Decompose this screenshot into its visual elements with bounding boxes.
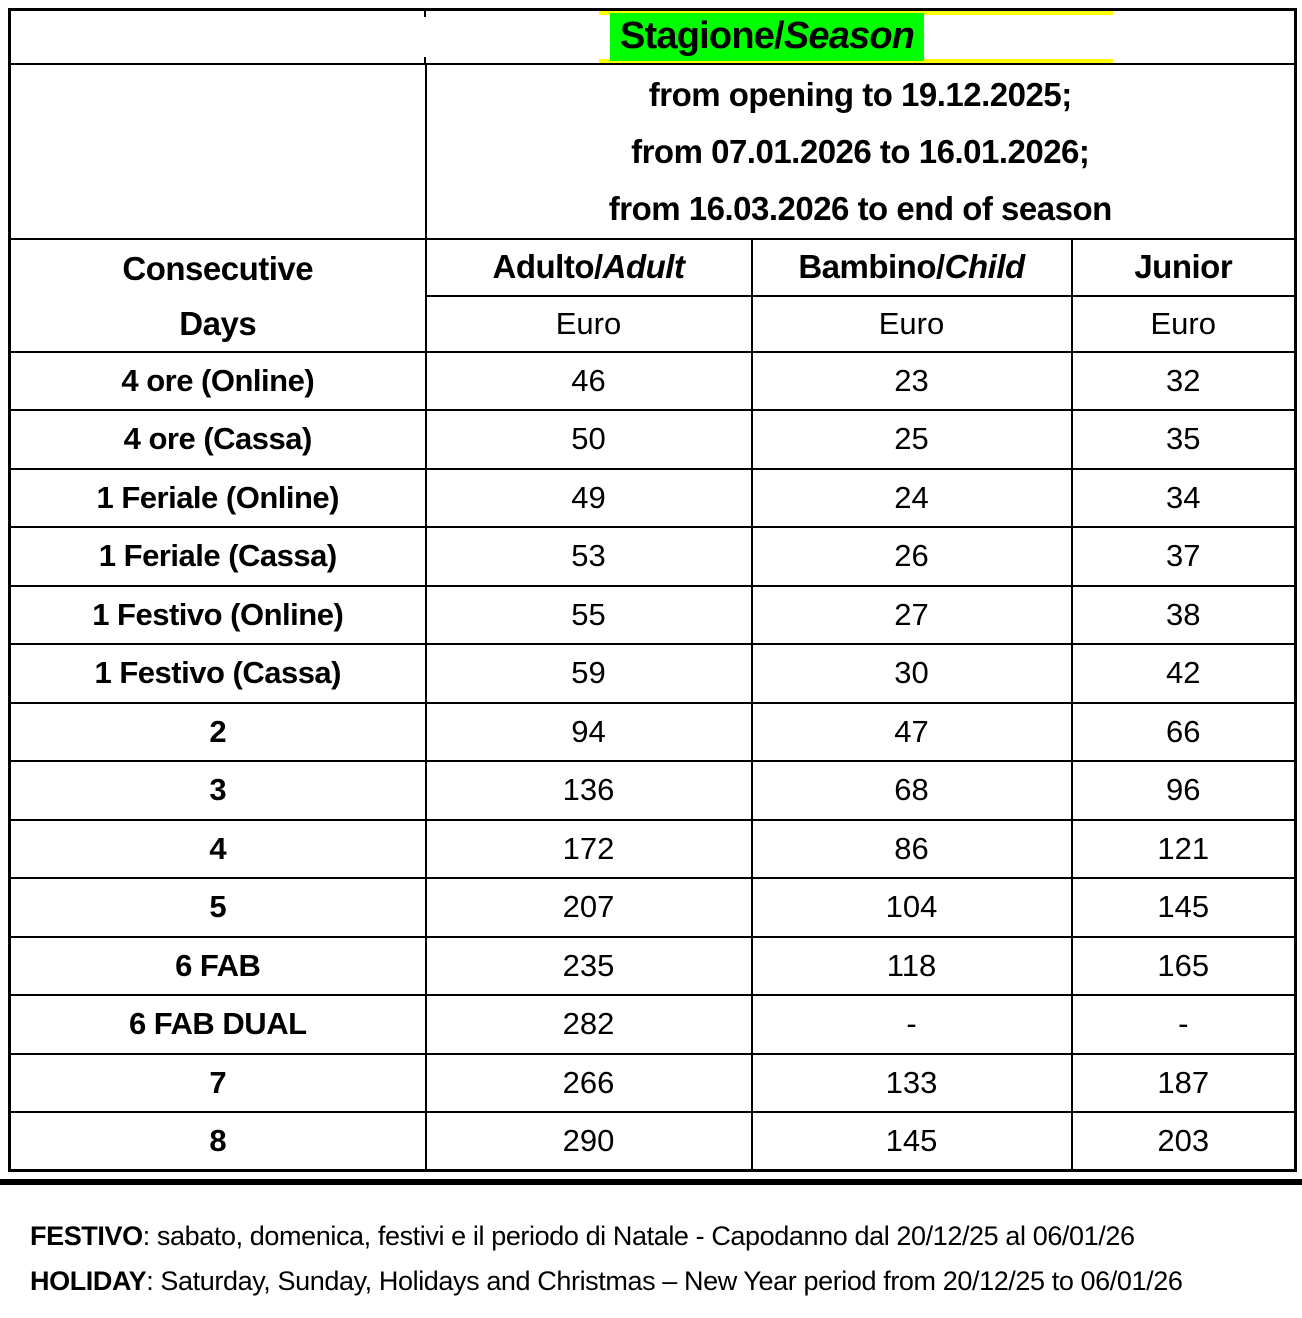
- junior-price-cell: 32: [1072, 352, 1296, 411]
- row-label-cell: 6 FAB: [10, 937, 426, 996]
- table-row: [10, 527, 1296, 586]
- adult-header-english: Adult: [602, 248, 685, 285]
- child-price-cell: 86: [752, 820, 1072, 879]
- days-header-line1: Consecutive: [122, 249, 314, 287]
- days-header-line2: Days: [179, 304, 257, 342]
- child-header-english: Child: [944, 248, 1025, 285]
- junior-price-cell: 38: [1072, 586, 1296, 645]
- child-column-header: [752, 239, 1072, 296]
- junior-price-cell: 203: [1072, 1112, 1296, 1171]
- child-price-cell: -: [752, 995, 1072, 1054]
- holiday-note-term: HOLIDAY: [30, 1266, 147, 1296]
- row-label-cell: 5: [10, 878, 426, 937]
- table-row: [10, 1112, 1296, 1171]
- adult-price-cell: 50: [426, 410, 752, 469]
- page-title: [610, 13, 924, 61]
- junior-price-cell: 35: [1072, 410, 1296, 469]
- child-price-cell: 118: [752, 937, 1072, 996]
- adult-price-cell: 53: [426, 527, 752, 586]
- table-row: [10, 937, 1296, 996]
- junior-price-cell: 37: [1072, 527, 1296, 586]
- season-period-line: from 07.01.2026 to 16.01.2026;: [631, 132, 1090, 170]
- season-period-line: from opening to 19.12.2025;: [648, 75, 1072, 113]
- adult-price-cell: 136: [426, 761, 752, 820]
- child-price-cell: 25: [752, 410, 1072, 469]
- row-label-cell: 7: [10, 1054, 426, 1113]
- title-cell: [10, 10, 1296, 64]
- column-header-row: [10, 239, 1296, 296]
- holiday-note-text: : Saturday, Sunday, Holidays and Christmas – New Year period from 20/12/25 to 06/01/26: [146, 1266, 1183, 1296]
- adult-price-cell: 172: [426, 820, 752, 879]
- child-price-cell: 26: [752, 527, 1072, 586]
- adult-unit-cell: Euro: [426, 296, 752, 352]
- table-row: [10, 761, 1296, 820]
- junior-price-cell: 165: [1072, 937, 1296, 996]
- adult-price-cell: 55: [426, 586, 752, 645]
- table-row: [10, 878, 1296, 937]
- row-label-cell: 1 Festivo (Online): [10, 586, 426, 645]
- junior-unit-cell: Euro: [1072, 296, 1296, 352]
- child-price-cell: 145: [752, 1112, 1072, 1171]
- adult-price-cell: 282: [426, 995, 752, 1054]
- row-label-cell: 4 ore (Cassa): [10, 410, 426, 469]
- row-label-cell: 6 FAB DUAL: [10, 995, 426, 1054]
- season-period-cell: [426, 64, 1296, 239]
- adult-price-cell: 266: [426, 1054, 752, 1113]
- table-row: [10, 995, 1296, 1054]
- season-period-row: [10, 64, 1296, 239]
- junior-price-cell: 66: [1072, 703, 1296, 762]
- adult-column-header: [426, 239, 752, 296]
- junior-price-cell: 145: [1072, 878, 1296, 937]
- merged-cell-tick-top: [424, 11, 426, 17]
- row-label-cell: 4 ore (Online): [10, 352, 426, 411]
- junior-price-cell: 96: [1072, 761, 1296, 820]
- adult-price-cell: 94: [426, 703, 752, 762]
- table-row: [10, 352, 1296, 411]
- child-price-cell: 47: [752, 703, 1072, 762]
- table-row: [10, 469, 1296, 528]
- table-row: [10, 703, 1296, 762]
- table-row: [10, 586, 1296, 645]
- table-row: [10, 410, 1296, 469]
- table-row: [10, 820, 1296, 879]
- adult-price-cell: 46: [426, 352, 752, 411]
- child-price-cell: 68: [752, 761, 1072, 820]
- child-unit-cell: Euro: [752, 296, 1072, 352]
- child-price-cell: 24: [752, 469, 1072, 528]
- festivo-note-term: FESTIVO: [30, 1221, 143, 1251]
- festivo-note: [30, 1214, 1290, 1259]
- empty-corner-cell: [10, 64, 426, 239]
- row-label-cell: 8: [10, 1112, 426, 1171]
- table-row: [10, 1054, 1296, 1113]
- adult-price-cell: 290: [426, 1112, 752, 1171]
- child-price-cell: 104: [752, 878, 1072, 937]
- title-row: [10, 10, 1296, 64]
- child-price-cell: 30: [752, 644, 1072, 703]
- junior-price-cell: 187: [1072, 1054, 1296, 1113]
- festivo-note-text: : sabato, domenica, festivi e il periodo di Natale - Capodanno dal 20/12/25 al 06/01/26: [142, 1221, 1135, 1251]
- adult-price-cell: 59: [426, 644, 752, 703]
- row-label-cell: 4: [10, 820, 426, 879]
- row-label-cell: 2: [10, 703, 426, 762]
- junior-price-cell: -: [1072, 995, 1296, 1054]
- season-price-table: [8, 8, 1297, 1172]
- junior-column-header: [1072, 239, 1296, 296]
- merged-cell-tick-bottom: [424, 57, 426, 63]
- junior-header-label: Junior: [1134, 248, 1233, 285]
- footer-notes: [30, 1214, 1290, 1304]
- title-text-italian: Stagione/: [620, 15, 784, 58]
- row-label-cell: 1 Feriale (Cassa): [10, 527, 426, 586]
- title-text-english: Season: [783, 15, 915, 58]
- adult-header-italian: Adulto/: [492, 248, 603, 285]
- row-label-cell: 1 Festivo (Cassa): [10, 644, 426, 703]
- adult-price-cell: 207: [426, 878, 752, 937]
- row-label-cell: 1 Feriale (Online): [10, 469, 426, 528]
- row-label-cell: 3: [10, 761, 426, 820]
- adult-price-cell: 235: [426, 937, 752, 996]
- junior-price-cell: 42: [1072, 644, 1296, 703]
- season-period-line: from 16.03.2026 to end of season: [608, 189, 1112, 227]
- consecutive-days-header-cell: [10, 239, 426, 352]
- separator-rule: [0, 1179, 1302, 1185]
- junior-price-cell: 34: [1072, 469, 1296, 528]
- table-row: [10, 644, 1296, 703]
- child-price-cell: 27: [752, 586, 1072, 645]
- child-price-cell: 133: [752, 1054, 1072, 1113]
- junior-price-cell: 121: [1072, 820, 1296, 879]
- adult-price-cell: 49: [426, 469, 752, 528]
- holiday-note: [30, 1259, 1290, 1304]
- child-header-italian: Bambino/: [798, 248, 945, 285]
- child-price-cell: 23: [752, 352, 1072, 411]
